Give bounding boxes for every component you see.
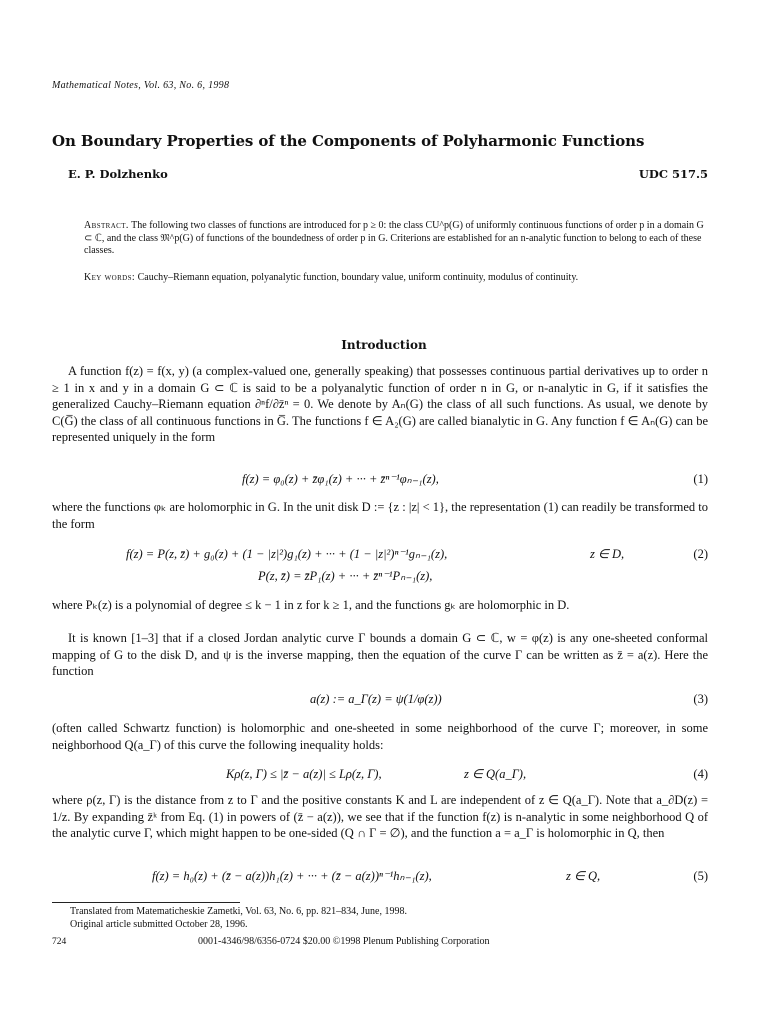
page-number: 724 xyxy=(52,937,67,947)
equation-2b-body: P(z, z̄) = z̄P₁(z) + ··· + z̄ⁿ⁻¹Pₙ₋₁(z), xyxy=(258,569,433,583)
paragraph-2: where the functions φₖ are holomorphic in G. In the unit disk D := {z : |z| < 1}, the representation (1) can readily be transformed to the form xyxy=(52,500,708,531)
equation-5-number: (5) xyxy=(693,869,708,883)
section-title: Introduction xyxy=(341,338,427,352)
equation-4-body: Kρ(z, Γ) ≤ |z̄ − a(z)| ≤ Lρ(z, Γ), xyxy=(226,767,382,781)
copyright-line: 0001-4346/98/6356-0724 $20.00 ©1998 Plenum Publishing Corporation xyxy=(198,936,490,947)
equation-2a-body: f(z) = P(z, z̄) + g₀(z) + (1 − |z|²)g₁(z) + ··· + (1 − |z|²)ⁿ⁻¹gₙ₋₁(z), xyxy=(126,547,448,561)
equation-5-body: f(z) = h₀(z) + (z̄ − a(z))h₁(z) + ··· + (z̄ − a(z))ⁿ⁻¹hₙ₋₁(z), xyxy=(152,869,432,883)
equation-2a xyxy=(52,545,708,563)
keywords-label: Key words: xyxy=(84,272,136,283)
footnote-translated: Translated from Matematicheskie Zametki, Vol. 63, No. 6, pp. 821–834, June, 1998. xyxy=(70,906,407,917)
equation-4-number: (4) xyxy=(693,767,708,781)
paragraph-4: It is known [1–3] that if a closed Jordan analytic curve Γ bounds a domain G ⊂ ℂ, w = φ(z) is any one-sheeted conformal mapping of G to the disk D, and ψ is the inverse mapping, then the equation of the curve Γ can be written as z̄ = a(z). Here the function xyxy=(52,631,708,678)
equation-4-condition: z ∈ Q(a_Γ), xyxy=(464,767,527,781)
author-name: E. P. Dolzhenko xyxy=(68,167,168,181)
equation-1-body: f(z) = φ₀(z) + z̄φ₁(z) + ··· + z̄ⁿ⁻¹φₙ₋₁(z), xyxy=(242,472,439,486)
equation-3-number: (3) xyxy=(693,692,708,706)
paragraph-6: where ρ(z, Γ) is the distance from z to Γ and the positive constants K and L are independent of z ∈ Q(a_Γ). Note that a_∂D(z) = 1/z. By expanding z̄ᵏ from Eq. (1) in powers of (z̄ − a(z)), we see that if the function f(z) is n-analytic in some neighborhood Q of the analytic curve Γ, which might happen to be one-sided (Q ∩ Γ = ∅), and the function a = a_Γ is holomorphic in Q, then xyxy=(52,793,708,840)
equation-2a-condition: z ∈ D, xyxy=(590,547,625,561)
equation-1-number: (1) xyxy=(693,472,708,486)
equation-5 xyxy=(52,867,708,885)
equation-5-condition: z ∈ Q, xyxy=(566,869,601,883)
abstract-label: Abstract. xyxy=(84,220,129,231)
footnote-rule xyxy=(52,902,240,903)
keywords-block xyxy=(84,272,704,285)
footnote-submitted: Original article submitted October 28, 1996. xyxy=(70,919,248,930)
keywords-text: Cauchy–Riemann equation, polyanalytic function, boundary value, uniform continuity, modulus of continuity. xyxy=(137,272,579,283)
abstract-text: The following two classes of functions are introduced for p ≥ 0: the class CU^p(G) of uniformly continuous functions of order p in a domain G ⊂ ℂ, and the class 𝔐^p(G) of functions of the boundedness of order p in G. Criterions are established for an n-analytic function to belong to each of these classes. xyxy=(84,220,704,256)
equation-4 xyxy=(52,765,708,783)
equation-1 xyxy=(52,470,708,488)
equation-2-number: (2) xyxy=(693,547,708,561)
paragraph-1: A function f(z) = f(x, y) (a complex-valued one, generally speaking) that possesses continuous partial derivatives up to order n ≥ 1 in x and y in a domain G ⊂ ℂ is said to be a polyanalytic function of order n in G, or n-analytic in G, if it satisfies the generalized Cauchy–Riemann equation ∂ⁿf/∂z̄ⁿ = 0. We denote by Aₙ(G) the class of all such functions. As usual, we denote by C(G̅) the class of all continuous functions in G̅. The functions f ∈ A₂(G) are called bianalytic in G. Any function f ∈ Aₙ(G) can be represented uniquely in the form xyxy=(52,364,708,444)
paragraph-3: where Pₖ(z) is a polynomial of degree ≤ k − 1 in z for k ≥ 1, and the functions gₖ are holomorphic in D. xyxy=(52,598,570,612)
paper-title: On Boundary Properties of the Components of Polyharmonic Functions xyxy=(52,132,645,150)
equation-3-body: a(z) := a_Γ(z) = ψ(1/φ(z)) xyxy=(310,692,442,706)
udc-code: UDC 517.5 xyxy=(638,167,708,181)
journal-header: Mathematical Notes, Vol. 63, No. 6, 1998 xyxy=(52,80,230,91)
equation-2b xyxy=(52,567,708,585)
paragraph-5: (often called Schwartz function) is holomorphic and one-sheeted in some neighborhood of the curve Γ; moreover, in some neighborhood Q(a_Γ) of this curve the following inequality holds: xyxy=(52,721,708,752)
abstract-block xyxy=(84,220,704,258)
equation-3 xyxy=(52,690,708,708)
